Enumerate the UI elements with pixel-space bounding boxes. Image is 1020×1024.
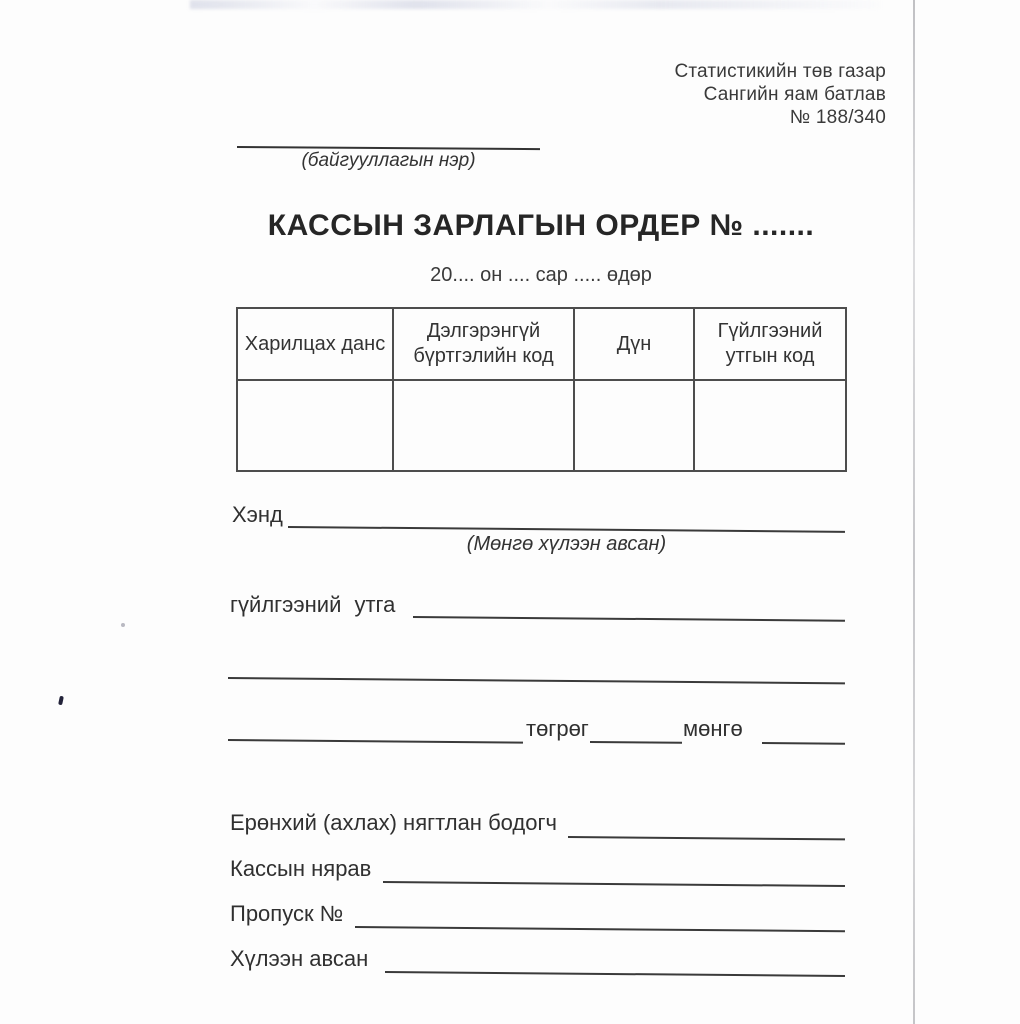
- chief-accountant-signature-line: [568, 836, 845, 840]
- mungu-label: мөнгө: [683, 716, 743, 741]
- received-by-fill-line: [385, 971, 845, 977]
- org-name-caption: (байгууллагын нэр): [301, 150, 476, 171]
- header-account: Харилцах данс: [237, 308, 393, 380]
- recipient-fill-line: [288, 526, 845, 533]
- recipient-caption: (Мөнгө хүлээн авсан): [466, 533, 667, 555]
- cashier-signature-line: [383, 881, 845, 887]
- approval-stamp-block: [674, 60, 886, 129]
- cell-transaction-code: [694, 380, 846, 471]
- date-line: 20.... он .... сар ..... өдөр: [430, 264, 652, 286]
- tugrik-label: төгрөг: [526, 716, 589, 741]
- table-header-row: [237, 308, 846, 380]
- chief-accountant-label: Ерөнхий (ахлах) нягтлан бодогч: [230, 810, 557, 835]
- pass-number-label: Пропуск №: [230, 901, 344, 926]
- header-amount: Дүн: [574, 308, 694, 380]
- scan-noise-streaks: [190, 0, 880, 9]
- recipient-label: Хэнд: [232, 502, 283, 527]
- tugrik-fill-line: [590, 741, 682, 744]
- scan-speck: [121, 623, 125, 627]
- amount-words-fill-line: [228, 739, 523, 744]
- transaction-purpose-label: гүйлгээний утга: [230, 592, 396, 617]
- paper-edge-line: [913, 0, 915, 1024]
- scan-speck: [58, 696, 64, 706]
- approval-line-1: Статистикийн төв газар: [674, 61, 886, 82]
- cell-registry-code: [393, 380, 574, 471]
- transaction-purpose-fill-line: [413, 616, 845, 622]
- cashier-label: Кассын нярав: [230, 856, 372, 881]
- cell-amount: [574, 380, 694, 471]
- mungu-fill-line: [762, 742, 845, 745]
- details-table: [236, 307, 847, 472]
- cell-account: [237, 380, 393, 471]
- approval-number: № 188/340: [789, 107, 886, 128]
- approval-line-2: Сангийн яам батлав: [703, 84, 886, 105]
- header-transaction-code: Гүйлгээний утгын код: [694, 308, 846, 380]
- table-row: [237, 380, 846, 471]
- continuation-fill-line: [228, 677, 845, 684]
- form-title: КАССЫН ЗАРЛАГЫН ОРДЕР № .......: [267, 209, 815, 242]
- pass-number-fill-line: [355, 926, 845, 932]
- header-registry-code: Дэлгэрэнгүй бүртгэлийн код: [393, 308, 574, 380]
- received-by-label: Хүлээн авсан: [230, 946, 369, 971]
